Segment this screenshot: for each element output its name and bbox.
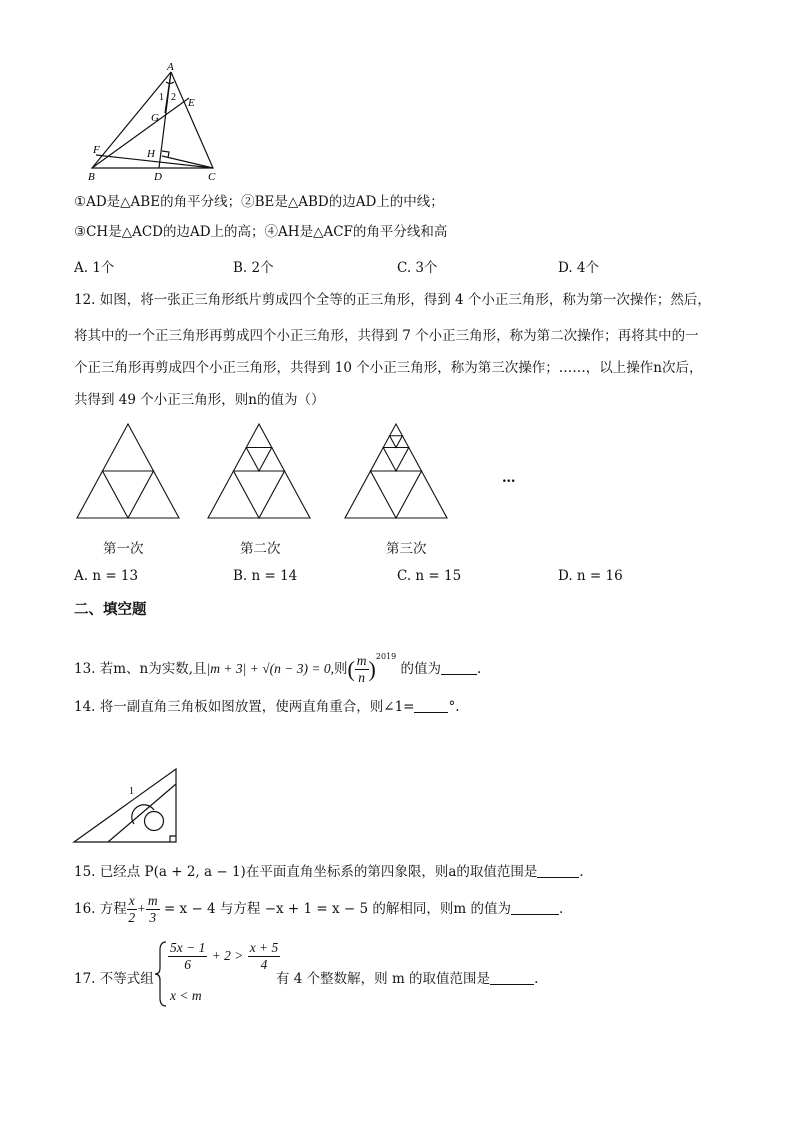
q12-line1: 12. 如图，将一张正三角形纸片剪成四个全等的正三角形，得到 4 个小正三角形，称为第一次操作；然后，: [74, 292, 711, 308]
triangle-step1-figure: [75, 422, 181, 520]
figure-ellipsis: …: [502, 470, 516, 486]
q17-end: .: [534, 971, 539, 987]
large-triangle: [74, 769, 176, 842]
q17-suffix: 有 4 个整数解，则 m 的取值范围是: [276, 971, 491, 987]
q11-statements-line1: ①AD是△ABE的角平分线；②BE是△ABD的边AD上的中线；: [74, 194, 444, 210]
q16-mid: = x − 4 与方程 −x + 1 = x − 5 的解相同，则m 的值为: [163, 901, 512, 917]
q17-brace: [154, 940, 168, 1008]
label-d: D: [154, 171, 162, 183]
section-title-fill-in: 二、填空题: [74, 602, 147, 618]
q12-line2: 将其中的一个正三角形再剪成四个小正三角形，共得到 7 个小正三角形，称为第二次操作；再将其中的一: [74, 328, 699, 344]
caption-step1: 第一次: [103, 541, 144, 557]
q17-answer-blank[interactable]: [490, 970, 534, 985]
q17-fraction-2-denominator: 4: [260, 957, 268, 972]
triangle-figure-q11: [82, 58, 227, 183]
q12-line4: 共得到 49 个小正三角形，则n的值为（）: [74, 392, 325, 408]
q13-end: .: [477, 661, 482, 677]
hole-semicircle: [132, 805, 154, 824]
q12-line3: 个正三角形再剪成四个小正三角形，共得到 10 个小正三角形，称为第三次操作；……，以上操作n次后，: [74, 360, 703, 376]
label-angle-1-q14: 1: [129, 786, 134, 797]
q12-option-c: C. n = 15: [397, 568, 462, 584]
q11-option-d: D. 4个: [558, 260, 600, 276]
q13-fraction: [355, 653, 369, 686]
q13-line: 13. 若m、n为实数,且|m + 3| + √(n − 3) = 0,则( $\frac{m}{n}$ )$^{2019}$ 的值为 .: [74, 652, 482, 685]
q17-fraction-1-denominator: 6: [184, 957, 192, 972]
triangle-step2-figure: [206, 422, 312, 520]
q17-fraction-1: [168, 940, 207, 973]
q16-plus: +: [136, 901, 146, 916]
q13-answer-blank[interactable]: [441, 660, 477, 675]
q17-row2: x < m: [170, 988, 202, 1003]
q15-line: [74, 862, 584, 882]
q16-fraction-1: [127, 893, 137, 926]
q12-option-b: B. n = 14: [233, 568, 298, 584]
q14-end: °.: [448, 699, 460, 715]
q13-exponent: 2019: [375, 652, 397, 661]
q17-mid: + 2 >: [211, 948, 244, 963]
q13-prefix: 13. 若m、n为实数,且: [74, 661, 207, 677]
q11-option-b: B. 2个: [233, 260, 274, 276]
q13-expression: |m + 3| + √(n − 3) = 0,: [206, 661, 334, 676]
q16-end: .: [559, 901, 564, 917]
q17-fraction-2-numerator: x + 5: [249, 940, 279, 955]
label-f: F: [93, 144, 100, 156]
label-h: H: [147, 148, 155, 160]
hole-circle: [145, 812, 164, 831]
q15-answer-blank[interactable]: [537, 863, 579, 878]
q13-fraction-numerator: m: [356, 653, 367, 668]
label-angle-1: 1: [159, 92, 164, 103]
q16-prefix: 16. 方程: [74, 901, 127, 917]
label-g: G: [151, 112, 159, 124]
caption-step3: 第三次: [386, 541, 427, 557]
q12-option-a: A. n = 13: [74, 568, 139, 584]
q17-fraction-1-numerator: 5x − 1: [170, 940, 206, 955]
q17-suffix-line: [276, 967, 538, 987]
q13-suffix: 的值为: [400, 661, 442, 677]
q14-text: 14. 将一副直角三角板如图放置，使两直角重合，则∠1=: [74, 699, 415, 715]
set-squares-figure-q14: [72, 766, 180, 844]
label-c: C: [208, 171, 216, 183]
label-e: E: [188, 97, 195, 109]
label-angle-2: 2: [171, 92, 176, 103]
q16-fraction-1-numerator: x: [128, 893, 135, 908]
q15-end: .: [579, 864, 584, 880]
caption-step2: 第二次: [240, 541, 281, 557]
q13-then: 则: [333, 661, 348, 677]
q17-prefix: 17. 不等式组: [74, 971, 154, 987]
triangle-step3-figure: [343, 422, 449, 520]
q11-statements-line2: ③CH是△ACD的边AD上的高；④AH是△ACF的角平分线和高: [74, 224, 448, 240]
right-angle-mark-q14: [170, 836, 176, 842]
label-a: A: [167, 61, 174, 73]
q16-line: [74, 892, 563, 926]
q16-fraction-2: [146, 893, 160, 926]
q16-fraction-1-denominator: 2: [128, 910, 136, 925]
q16-fraction-2-numerator: m: [147, 893, 158, 908]
q15-text: 15. 已经点 P(a + 2, a − 1)在平面直角坐标系的第四象限，则a的取值范围是: [74, 864, 538, 880]
q11-option-a: A. 1个: [74, 260, 115, 276]
q16-answer-blank[interactable]: [511, 900, 559, 915]
q12-option-d: D. n = 16: [558, 568, 623, 584]
q16-fraction-2-denominator: 3: [149, 910, 157, 925]
q17-row1: [168, 940, 280, 973]
label-b: B: [88, 171, 95, 183]
q14-answer-blank[interactable]: [414, 698, 448, 713]
q11-option-c: C. 3个: [397, 260, 438, 276]
q13-fraction-denominator: n: [358, 670, 366, 685]
segment-ch: [162, 156, 213, 168]
q14-line: [74, 697, 460, 717]
